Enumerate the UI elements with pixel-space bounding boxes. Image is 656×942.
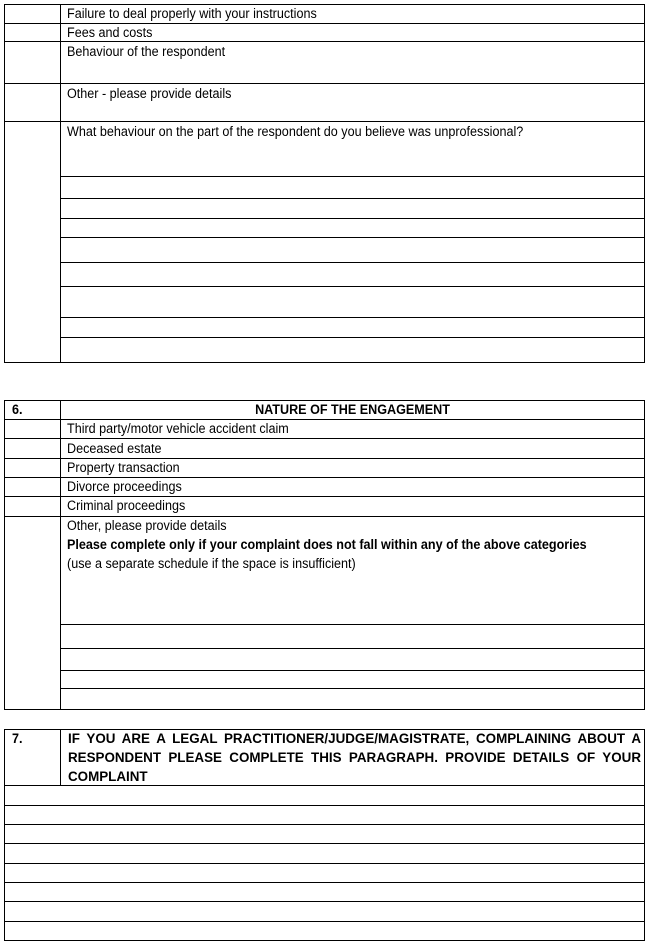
unprofessional-question: What behaviour on the part of the respondent do you believe was unprofessional? — [67, 124, 524, 139]
answer-line — [60, 262, 645, 263]
complaint-type-table — [4, 4, 645, 363]
answer-line — [4, 863, 645, 864]
other-note: (use a separate schedule if the space is insufficient) — [67, 556, 356, 571]
answer-line — [60, 286, 645, 287]
answer-line — [60, 624, 645, 625]
option-criminal: Criminal proceedings — [67, 498, 186, 513]
section-number: 6. — [12, 402, 23, 417]
answer-line — [4, 843, 645, 844]
option-fees-costs: Fees and costs — [67, 25, 153, 40]
option-divorce: Divorce proceedings — [67, 479, 182, 494]
section-heading: IF YOU ARE A LEGAL PRACTITIONER/JUDGE/MAGISTRATE, COMPLAINING ABOUT A RESPONDENT PLEASE COMPLETE THIS PARAGRAPH. PROVIDE DETAILS OF YOUR COMPLAINT — [68, 731, 641, 784]
engagement-table — [4, 400, 645, 710]
answer-line — [60, 198, 645, 199]
column-divider — [60, 729, 61, 785]
practitioner-table — [4, 729, 645, 941]
answer-line — [60, 176, 645, 177]
answer-line — [60, 237, 645, 238]
answer-line — [60, 648, 645, 649]
answer-line — [4, 901, 645, 902]
option-other: Other - please provide details — [67, 86, 232, 101]
section-number: 7. — [12, 731, 23, 746]
column-divider — [60, 400, 61, 710]
section-title: NATURE OF THE ENGAGEMENT — [255, 402, 450, 417]
answer-line — [60, 688, 645, 689]
option-behaviour: Behaviour of the respondent — [67, 44, 226, 59]
other-label: Other, please provide details — [67, 518, 227, 533]
other-instruction: Please complete only if your complaint does not fall within any of the above categories — [67, 537, 587, 552]
answer-line — [60, 670, 645, 671]
option-failure-instructions: Failure to deal properly with your instructions — [67, 6, 317, 21]
answer-line — [4, 805, 645, 806]
option-property: Property transaction — [67, 460, 180, 475]
column-divider — [60, 4, 61, 363]
answer-line — [4, 824, 645, 825]
option-deceased-estate: Deceased estate — [67, 441, 162, 456]
answer-line — [4, 882, 645, 883]
option-third-party: Third party/motor vehicle accident claim — [67, 421, 289, 436]
answer-line — [60, 317, 645, 318]
answer-line — [60, 337, 645, 338]
answer-line — [60, 218, 645, 219]
answer-line — [4, 921, 645, 922]
